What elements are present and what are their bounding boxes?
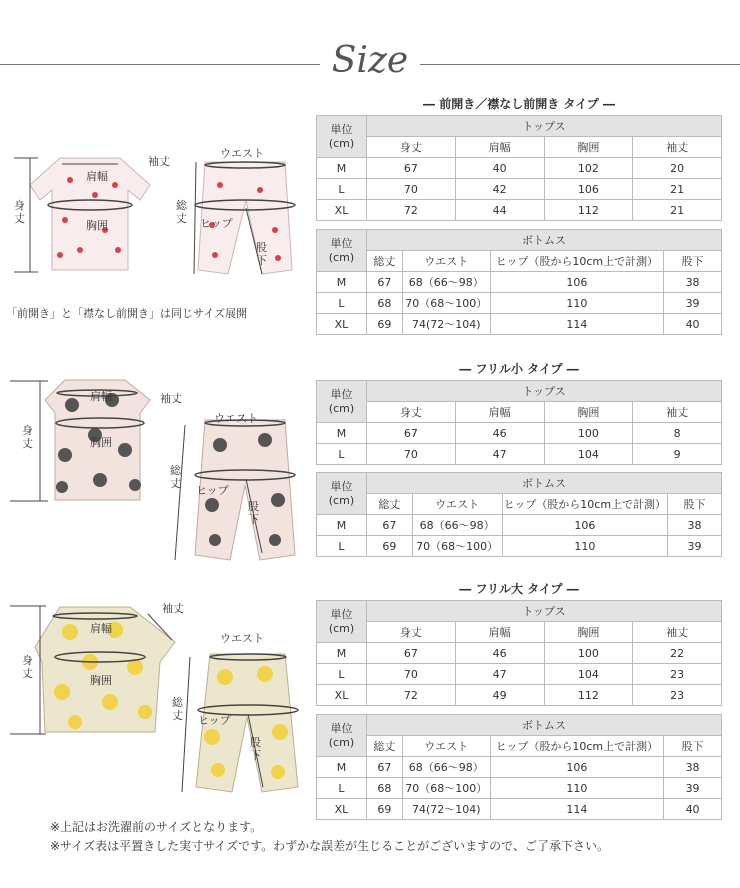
tops-table-front-open	[316, 115, 722, 221]
col-header: 肩幅	[455, 622, 544, 643]
col-header: 身丈	[367, 622, 456, 643]
label-waist-3: ウエスト	[220, 632, 264, 645]
label-chest-1: 胸囲	[86, 219, 108, 232]
unit-cell: 単位 (cm)	[317, 381, 367, 423]
col-header: 袖丈	[633, 622, 722, 643]
col-header: 胸囲	[544, 137, 633, 158]
label-waist-2: ウエスト	[214, 412, 258, 425]
label-length-2: 身丈	[22, 424, 33, 450]
col-header: 身丈	[367, 137, 456, 158]
table-row: M 67 40 102 20	[317, 158, 722, 179]
section-front-open	[0, 95, 740, 345]
col-header: ヒップ（股から10cm上で計測）	[490, 736, 663, 757]
table-row: XL 72 44 112 21	[317, 200, 722, 221]
label-inseam-3: 股下	[250, 736, 261, 762]
col-header: ウエスト	[412, 494, 502, 515]
label-sleeve-2: 袖丈	[160, 392, 182, 405]
type-label-frill-small: ― フリル小 タイプ ―	[459, 362, 579, 376]
table-row: L 69 70（68〜100） 110 39	[317, 536, 722, 557]
tops-header: トップス	[367, 116, 722, 137]
bottoms-table-frill-small	[316, 472, 722, 557]
col-header: ヒップ（股から10cm上で計測）	[490, 251, 663, 272]
col-header: 股下	[668, 494, 722, 515]
tops-table-frill-large	[316, 600, 722, 706]
label-length-1: 身丈	[14, 199, 25, 225]
label-length-3: 身丈	[22, 654, 33, 680]
label-chest-2: 胸囲	[90, 436, 112, 449]
col-header: 肩幅	[455, 137, 544, 158]
table-row: L 68 70（68〜100） 110 39	[317, 293, 722, 314]
table-row: XL 69 74(72〜104) 114 40	[317, 799, 722, 820]
bottoms-table-frill-large	[316, 714, 722, 820]
label-total-2: 総丈	[170, 464, 181, 490]
col-header: ウエスト	[402, 251, 490, 272]
unit-cell: 単位 (cm)	[317, 473, 367, 515]
label-sleeve-3: 袖丈	[162, 602, 184, 615]
tops-header: トップス	[367, 381, 722, 402]
frill-small-pajama-illustration	[0, 375, 315, 575]
col-header: ヒップ（股から10cm上で計測）	[502, 494, 668, 515]
table-row: XL 72 49 112 23	[317, 685, 722, 706]
header-rule-right	[420, 64, 740, 65]
label-chest-3: 胸囲	[90, 674, 112, 687]
label-waist-1: ウエスト	[220, 147, 264, 160]
label-hip-1: ヒップ	[200, 217, 233, 230]
label-shoulder-1: 肩幅	[86, 170, 108, 183]
col-header: 胸囲	[544, 402, 633, 423]
label-shoulder-3: 肩幅	[90, 622, 112, 635]
bottoms-header: ボトムス	[366, 230, 721, 251]
footer-note: ※上記はお洗濯前のサイズとなります。	[50, 820, 263, 834]
same-size-note: 「前開き」と「襟なし前開き」は同じサイズ展開	[6, 307, 248, 320]
header-rule-left	[0, 64, 320, 65]
label-hip-2: ヒップ	[196, 484, 229, 497]
label-shoulder-2: 肩幅	[90, 390, 112, 403]
col-header: 袖丈	[633, 402, 722, 423]
label-inseam-1: 股下	[256, 241, 267, 267]
page-title: Size	[331, 40, 409, 81]
col-header: 股下	[664, 251, 722, 272]
tops-table-frill-small	[316, 380, 722, 465]
footer-notes	[50, 818, 609, 856]
bottoms-header: ボトムス	[366, 715, 721, 736]
unit-cell: 単位 (cm)	[317, 230, 367, 272]
label-total-3: 総丈	[172, 696, 183, 722]
table-row: XL 69 74(72〜104) 114 40	[317, 314, 722, 335]
table-row: M 67 68（66〜98） 106 38	[317, 757, 722, 778]
unit-cell: 単位 (cm)	[317, 601, 367, 643]
col-header: 胸囲	[544, 622, 633, 643]
label-hip-3: ヒップ	[198, 714, 231, 727]
type-label-frill-large: ― フリル大 タイプ ―	[459, 582, 579, 596]
col-header: 総丈	[366, 736, 402, 757]
section-frill-small	[0, 360, 740, 560]
tops-header: トップス	[367, 601, 722, 622]
type-label-front-open: ― 前開き／襟なし前開き タイプ ―	[423, 97, 615, 111]
table-row: L 68 70（68〜100） 110 39	[317, 778, 722, 799]
table-row: L 70 47 104 9	[317, 444, 722, 465]
table-row: L 70 47 104 23	[317, 664, 722, 685]
section-frill-large	[0, 580, 740, 820]
table-row: L 70 42 106 21	[317, 179, 722, 200]
table-row: M 67 68（66〜98） 106 38	[317, 515, 722, 536]
table-row: M 67 68（66〜98） 106 38	[317, 272, 722, 293]
col-header: 総丈	[366, 494, 412, 515]
size-header	[0, 40, 740, 90]
bottoms-header: ボトムス	[366, 473, 721, 494]
col-header: 袖丈	[633, 137, 722, 158]
label-inseam-2: 股下	[248, 500, 259, 526]
frill-large-pajama-illustration	[0, 602, 315, 812]
footer-note: ※サイズ表は平置きした実寸サイズです。わずかな誤差が生じることがございますので、ご了承下さい。	[50, 839, 609, 853]
unit-cell: 単位 (cm)	[317, 715, 367, 757]
table-row: M 67 46 100 22	[317, 643, 722, 664]
col-header: 身丈	[367, 402, 456, 423]
label-sleeve-1: 袖丈	[148, 155, 170, 168]
bottoms-table-front-open	[316, 229, 722, 335]
label-total-1: 総丈	[176, 199, 187, 225]
col-header: 股下	[664, 736, 722, 757]
unit-cell: 単位 (cm)	[317, 116, 367, 158]
col-header: ウエスト	[402, 736, 490, 757]
col-header: 肩幅	[455, 402, 544, 423]
table-row: M 67 46 100 8	[317, 423, 722, 444]
col-header: 総丈	[366, 251, 402, 272]
